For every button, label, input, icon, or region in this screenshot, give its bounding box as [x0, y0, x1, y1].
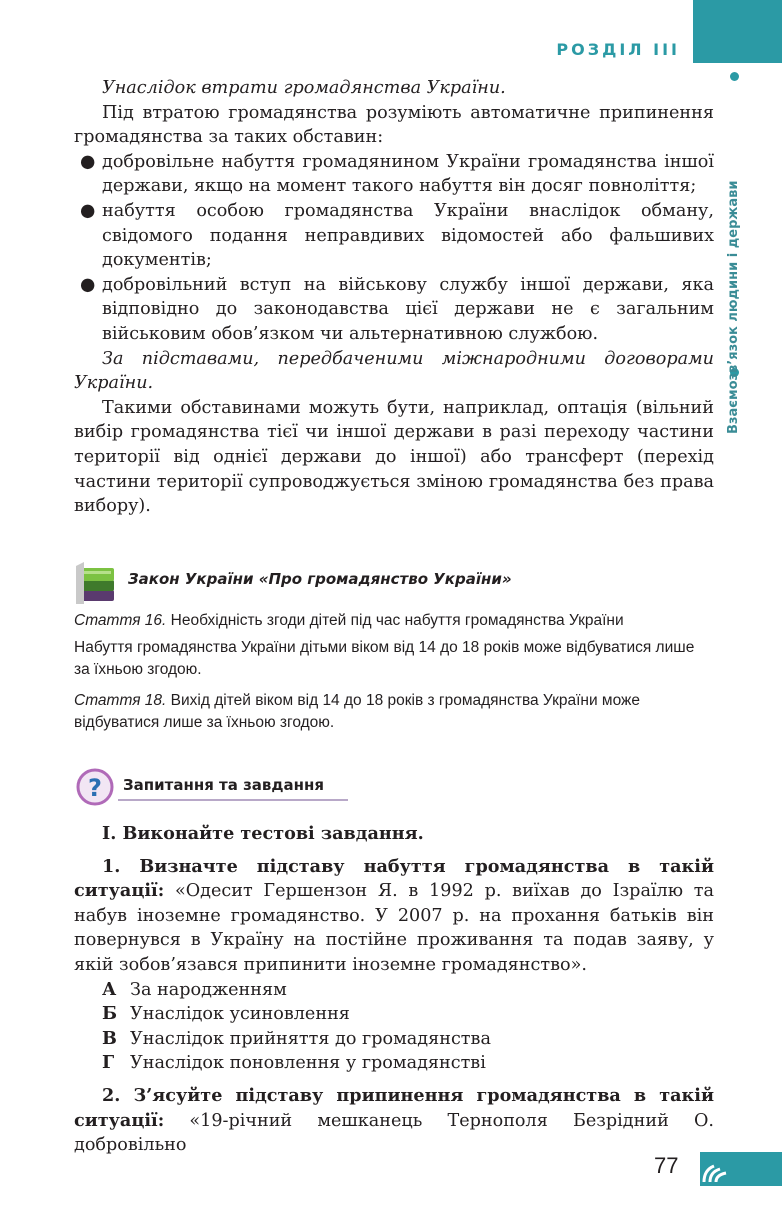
question-icon: [76, 768, 114, 806]
paragraph: Під втратою громадянства розуміють автоматичне припинення громадянства за таких обставин:: [74, 102, 714, 148]
answer-option: Г Унаслідок поновлення у громадянстві: [102, 1052, 486, 1074]
law-title: Закон України «Про громадянство України»: [128, 570, 512, 588]
books-icon: [74, 560, 118, 606]
law-text: [74, 610, 714, 734]
side-dot: [730, 72, 739, 81]
answer-option: В Унаслідок прийняття до громадянства: [102, 1027, 491, 1049]
footer-tab: [700, 1152, 782, 1186]
question-2: 2. З’ясуйте підставу припинення громадянства в такій ситуації: «19-річний мешканець Тернополя Безрідний О. добровільно: [74, 1084, 714, 1156]
section-label: РОЗДІЛ ІІІ: [556, 40, 680, 59]
subheading: За підставами, передбаченими міжнародними договорами України.: [74, 348, 714, 394]
article-16-text: Набуття громадянства України дітьми віком від 14 до 18 років може відбуватися лише за їхньою згодою.: [74, 639, 695, 678]
questions-title: Запитання та завдання: [123, 776, 325, 794]
article-18: Стаття 18. Вихід дітей віком від 14 до 18 років з громадянства України може відбуватися лише за їхньою згодою.: [74, 692, 641, 731]
subheading: Унаслідок втрати громадянства України.: [102, 78, 506, 98]
task-heading: І. Виконайте тестові завдання.: [102, 823, 424, 844]
answer-option: А За народженням: [102, 978, 287, 1000]
side-label: [724, 72, 746, 434]
questions-text: [74, 822, 714, 1158]
answer-option: Б Унаслідок усиновлення: [102, 1003, 350, 1025]
article-16: Стаття 16. Необхідність згоди дітей під час набуття громадянства України: [74, 612, 624, 629]
questions-underline: [118, 799, 348, 801]
page-number: 77: [654, 1153, 679, 1178]
bullet-item: ● набуття особою громадянства України внаслідок обману, свідомого подання неправдивих відомостей або фальшивих документів;: [80, 200, 714, 271]
header-tab: [693, 0, 782, 63]
signal-arcs-icon: [700, 1152, 740, 1186]
bullet-item: ● добровільний вступ на військову службу іншої держави, яка відповідно до законодавства цієї держави не є загальним військовим обов’язком чи альтернативною службою.: [80, 274, 714, 344]
bullet-item: ● добровільне набуття громадянином України громадянства іншої держави, якщо на момент такого набуття він досяг повноліття;: [80, 151, 714, 197]
paragraph: Такими обставинами можуть бути, наприклад, оптація (вільний вибір громадянства тієї чи іншої держави в разі переходу частини території від однієї держави до іншої) або трансферт (перехід частини території супроводжується зміною громадянства без права вибору).: [74, 397, 714, 517]
main-text: [74, 76, 714, 519]
svg-text:?: ?: [88, 774, 102, 802]
side-label-text: Взаємозв’язок людини і держави: [726, 180, 741, 434]
question-1: 1. Визначте підставу набуття громадянства в такій ситуації: «Одесит Гершензон Я. в 1992 р. виїхав до Ізраїлю та набув іноземне громадянство. У 2007 р. на прохання батьків він повернувся в Україну на постійне проживання та подав заяву, у якій зобов’язався припинити іноземне громадянство».: [74, 855, 715, 975]
